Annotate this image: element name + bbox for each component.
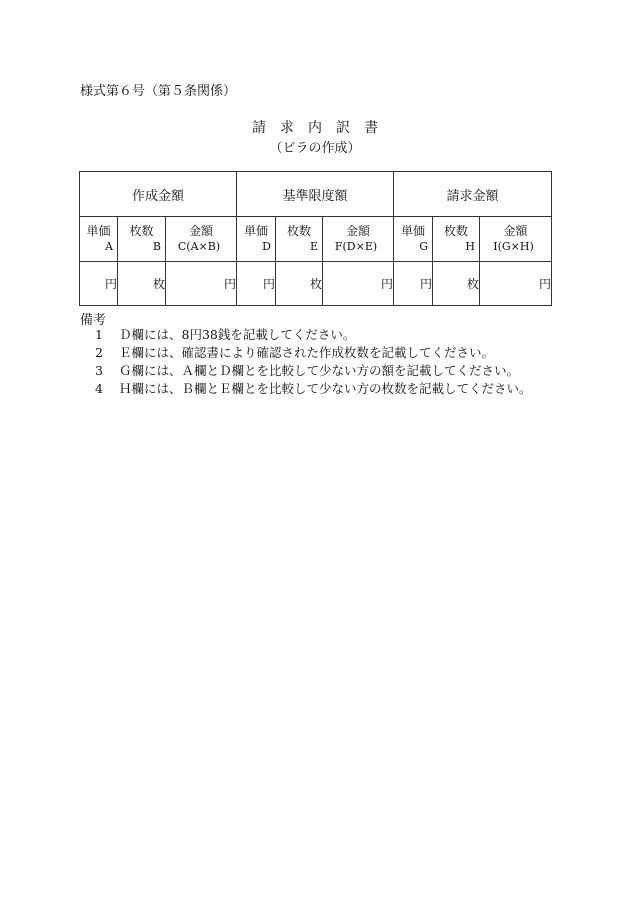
column-header-quantity xyxy=(118,217,166,262)
column-label: 単価 xyxy=(86,224,111,238)
form-number: 様式第６号（第５条関係） xyxy=(80,84,237,99)
column-label: 金額 xyxy=(503,224,528,238)
list-item xyxy=(95,326,555,344)
remark-text: Ｅ欄には、確認書により確認された作成枚数を記載してください。 xyxy=(119,345,495,360)
unit-cell: 円 xyxy=(480,262,552,306)
unit-cell: 枚 xyxy=(118,262,166,306)
list-item xyxy=(95,344,555,362)
column-code: D xyxy=(262,240,271,253)
document-title: 請 求 内 訳 書 xyxy=(252,120,378,136)
breakdown-table xyxy=(79,171,552,306)
remark-number: 4 xyxy=(95,381,103,396)
column-code: C(A×B) xyxy=(177,240,221,253)
column-header-amount xyxy=(166,217,237,262)
column-label: 金額 xyxy=(188,224,213,238)
list-item xyxy=(95,380,555,398)
column-header-quantity xyxy=(276,217,323,262)
unit-cell: 枚 xyxy=(276,262,323,306)
group-header-creation-amount: 作成金額 xyxy=(80,172,237,217)
column-header-amount xyxy=(323,217,394,262)
remark-number: 2 xyxy=(95,345,103,360)
remark-text: Ｇ欄には、Ａ欄とＤ欄とを比較して少ない方の額を記載してください。 xyxy=(119,363,520,378)
remarks-heading: 備考 xyxy=(80,313,107,328)
column-header-amount xyxy=(480,217,552,262)
unit-cell: 円 xyxy=(394,262,433,306)
unit-cell: 円 xyxy=(323,262,394,306)
column-label: 単価 xyxy=(401,224,426,238)
column-code: A xyxy=(105,240,113,253)
column-header-unit-price xyxy=(80,217,118,262)
column-code: H xyxy=(465,240,476,253)
column-label: 枚数 xyxy=(129,224,154,238)
table-row xyxy=(80,262,552,306)
column-code: I(G×H) xyxy=(493,240,534,253)
column-header-unit-price xyxy=(394,217,433,262)
column-header-unit-price xyxy=(237,217,276,262)
group-header-claim-amount: 請求金額 xyxy=(394,172,552,217)
document-subtitle: （ビラの作成） xyxy=(269,141,361,156)
list-item xyxy=(95,362,555,380)
remark-text: Ｈ欄には、Ｂ欄とＥ欄とを比較して少ない方の枚数を記載してください。 xyxy=(119,381,532,396)
group-header-standard-limit: 基準限度額 xyxy=(237,172,394,217)
remark-text: Ｄ欄には、8円38銭を記載してください。 xyxy=(119,327,356,342)
column-header-row xyxy=(80,217,552,262)
unit-cell: 円 xyxy=(80,262,118,306)
remark-number: 1 xyxy=(95,327,103,342)
column-code: G xyxy=(419,240,429,253)
column-code: B xyxy=(152,240,161,253)
column-label: 金額 xyxy=(346,224,371,238)
column-code: F(D×E) xyxy=(334,240,378,253)
remark-number: 3 xyxy=(95,363,103,378)
column-label: 枚数 xyxy=(444,224,469,238)
group-header-row xyxy=(80,172,552,217)
column-label: 枚数 xyxy=(286,224,311,238)
remarks-list xyxy=(95,326,555,398)
column-header-quantity xyxy=(433,217,480,262)
unit-cell: 枚 xyxy=(433,262,480,306)
column-label: 単価 xyxy=(243,224,268,238)
unit-cell: 円 xyxy=(166,262,237,306)
unit-cell: 円 xyxy=(237,262,276,306)
column-code: E xyxy=(309,240,318,253)
